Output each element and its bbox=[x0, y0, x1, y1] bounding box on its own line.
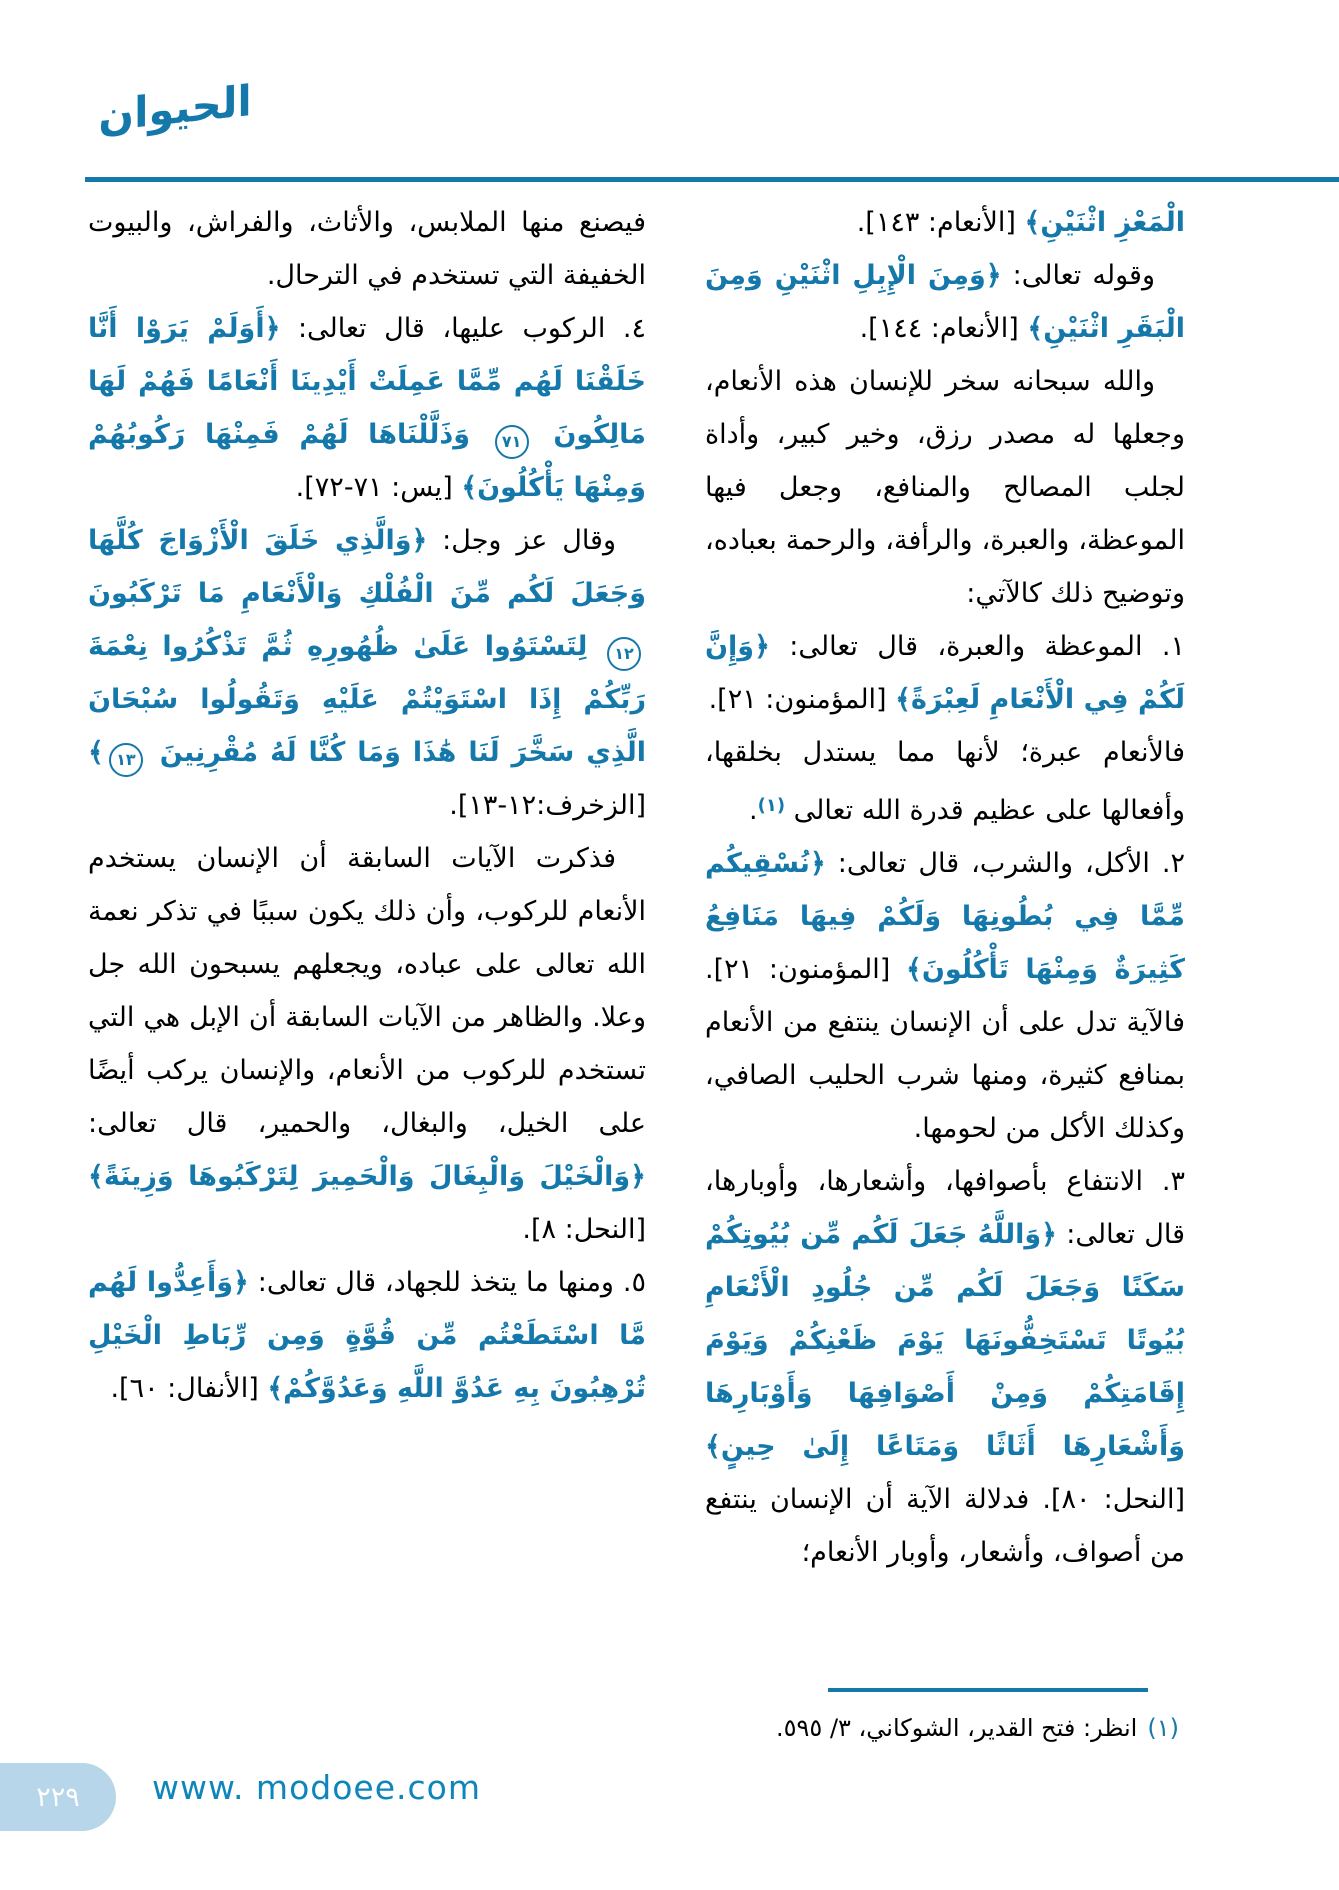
body-text: ٣. الانتفاع بأصوافها، وأشعارها، وأوبارها، قال تعالى: bbox=[705, 1166, 1185, 1250]
body-text: [الزخرف:١٢-١٣]. bbox=[449, 790, 646, 821]
body-text: ٤. الركوب عليها، قال تعالى: bbox=[280, 313, 646, 344]
paragraph bbox=[88, 832, 646, 1256]
body-text: وقال عز وجل: bbox=[427, 525, 616, 556]
paragraph bbox=[705, 355, 1185, 620]
body-text: فالأنعام عبرة؛ لأنها مما يستدل بخلقها، وأفعالها على عظيم قدرة الله تعالى bbox=[705, 737, 1185, 826]
paragraph bbox=[88, 302, 646, 514]
paragraph bbox=[705, 620, 1185, 726]
body-text: [الأنعام: ١٤٣]. bbox=[856, 207, 1025, 238]
website-text: www. modoee.com bbox=[152, 1768, 481, 1807]
quran-verse: ﴾ bbox=[88, 737, 104, 768]
footnote-text: انظر: فتح القدير، الشوكاني، ٣/ ٥٩٥. bbox=[776, 1714, 1138, 1742]
quran-verse: ﴿وَأَعِدُّوا لَهُم مَّا اسْتَطَعْتُم مِّن قُوَّةٍ وَمِن رِّبَاطِ الْخَيْلِ تُرْهِبُونَ بِهِ عَدُوَّ اللَّهِ وَعَدُوَّكُمْ﴾ bbox=[88, 1267, 646, 1404]
body-text: ١. الموعظة والعبرة، قال تعالى: bbox=[769, 631, 1185, 662]
body-text: والله سبحانه سخر للإنسان هذه الأنعام، وجعلها له مصدر رزق، وخير كبير، وأداة لجلب المصالح والمنافع، وجعل فيها الموعظة، والعبرة، والرأفة، والرحمة بعباده، وتوضيح ذلك كالآتي: bbox=[705, 366, 1185, 609]
body-text: [يس: ٧١-٧٢]. bbox=[295, 472, 462, 503]
paragraph bbox=[705, 196, 1185, 249]
body-text: [النحل: ٨٠]. فدلالة الآية أن الإنسان ينتفع من أصواف، وأشعار، وأوبار الأنعام؛ bbox=[705, 1484, 1185, 1568]
paragraph bbox=[88, 196, 646, 302]
quran-verse: لِتَسْتَوُوا عَلَىٰ ظُهُورِهِ ثُمَّ تَذْكُرُوا نِعْمَةَ رَبِّكُمْ إِذَا اسْتَوَيْتُمْ عَلَيْهِ وَتَقُولُوا سُبْحَانَ الَّذِي سَخَّرَ لَنَا هَٰذَا وَمَا كُنَّا لَهُ مُقْرِنِينَ bbox=[88, 631, 646, 768]
quran-verse: وَذَلَّلْنَاهَا لَهُمْ فَمِنْهَا رَكُوبُهُمْ وَمِنْهَا يَأْكُلُونَ﴾ bbox=[88, 419, 646, 503]
body-text: [الأنفال: ٦٠]. bbox=[110, 1373, 268, 1404]
quran-verse: ﴿وَإِنَّ لَكُمْ فِي الْأَنْعَامِ لَعِبْرَةً﴾ bbox=[705, 631, 1185, 715]
header-rule bbox=[85, 177, 1339, 182]
ayah-number: ١٣ bbox=[109, 743, 143, 777]
quran-verse: ﴿أَوَلَمْ يَرَوْا أَنَّا خَلَقْنَا لَهُم مِّمَّا عَمِلَتْ أَيْدِينَا أَنْعَامًا فَهُمْ لَهَا مَالِكُونَ bbox=[88, 313, 646, 450]
column-left bbox=[88, 196, 646, 1415]
footnote-marker: (١) bbox=[757, 795, 786, 816]
body-text: فيصنع منها الملابس، والأثاث، والفراش، والبيوت الخفيفة التي تستخدم في الترحال. bbox=[88, 207, 646, 291]
paragraph bbox=[705, 249, 1185, 355]
quran-verse: ﴿وَاللَّهُ جَعَلَ لَكُم مِّن بُيُوتِكُمْ سَكَنًا وَجَعَلَ لَكُم مِّن جُلُودِ الْأَنْعَامِ بُيُوتًا تَسْتَخِفُّونَهَا يَوْمَ ظَعْنِكُمْ وَيَوْمَ إِقَامَتِكُمْ وَمِنْ أَصْوَافِهَا وَأَوْبَارِهَا وَأَشْعَارِهَا أَثَاثًا وَمَتَاعًا إِلَىٰ حِينٍ﴾ bbox=[705, 1219, 1185, 1462]
page-number: ٢٢٩ bbox=[36, 1781, 80, 1813]
body-text: ٥. ومنها ما يتخذ للجهاد، قال تعالى: bbox=[248, 1267, 646, 1298]
body-text: وقوله تعالى: bbox=[1001, 260, 1155, 291]
column-right bbox=[705, 196, 1185, 1579]
paragraph bbox=[705, 837, 1185, 1155]
paragraph bbox=[705, 726, 1185, 837]
footnote-number: (١) bbox=[1147, 1714, 1179, 1742]
body-text: . bbox=[749, 795, 758, 826]
body-text: فذكرت الآيات السابقة أن الإنسان يستخدم الأنعام للركوب، وأن ذلك يكون سببًا في تذكر نعمة الله تعالى على عباده، ويجعلهم يسبحون الله جل وعلا. والظاهر من الآيات السابقة أن الإبل هي التي تستخدم للركوب من الأنعام، والإنسان يركب أيضًا على الخيل، والبغال، والحمير، قال تعالى: bbox=[88, 843, 646, 1139]
quran-verse: الْمَعْزِ اثْنَيْنِ﴾ bbox=[1024, 207, 1185, 238]
body-text: [المؤمنون: ٢١]. فالآية تدل على أن الإنسان ينتفع من الأنعام بمنافع كثيرة، ومنها شرب الحليب الصافي، وكذلك الأكل من لحومها. bbox=[705, 954, 1185, 1144]
body-text: [الأنعام: ١٤٤]. bbox=[859, 313, 1028, 344]
body-text: [المؤمنون: ٢١]. bbox=[708, 684, 896, 715]
paragraph bbox=[88, 514, 646, 832]
body-text: [النحل: ٨]. bbox=[522, 1214, 646, 1245]
quran-verse: ﴿وَالَّذِي خَلَقَ الْأَزْوَاجَ كُلَّهَا وَجَعَلَ لَكُم مِّنَ الْفُلْكِ وَالْأَنْعَامِ مَا تَرْكَبُونَ bbox=[88, 525, 646, 609]
footnote-divider bbox=[828, 1688, 1148, 1692]
ayah-number: ٧١ bbox=[495, 425, 529, 459]
ayah-number: ١٢ bbox=[607, 637, 641, 671]
book-title-logo: الحيوان bbox=[98, 75, 252, 142]
paragraph bbox=[88, 1256, 646, 1415]
footnote bbox=[705, 1706, 1185, 1750]
paragraph bbox=[705, 1155, 1185, 1579]
page-number-pill bbox=[0, 1763, 116, 1831]
body-text: ٢. الأكل، والشرب، قال تعالى: bbox=[825, 848, 1185, 879]
quran-verse: ﴿نُسْقِيكُم مِّمَّا فِي بُطُونِهَا وَلَكُمْ فِيهَا مَنَافِعُ كَثِيرَةٌ وَمِنْهَا تَأْكُلُونَ﴾ bbox=[705, 848, 1186, 985]
quran-verse: ﴿وَالْخَيْلَ وَالْبِغَالَ وَالْحَمِيرَ لِتَرْكَبُوهَا وَزِينَةً﴾ bbox=[88, 1161, 646, 1192]
quran-verse: ﴿وَمِنَ الْإِبِلِ اثْنَيْنِ وَمِنَ الْبَقَرِ اثْنَيْنِ﴾ bbox=[705, 260, 1185, 344]
